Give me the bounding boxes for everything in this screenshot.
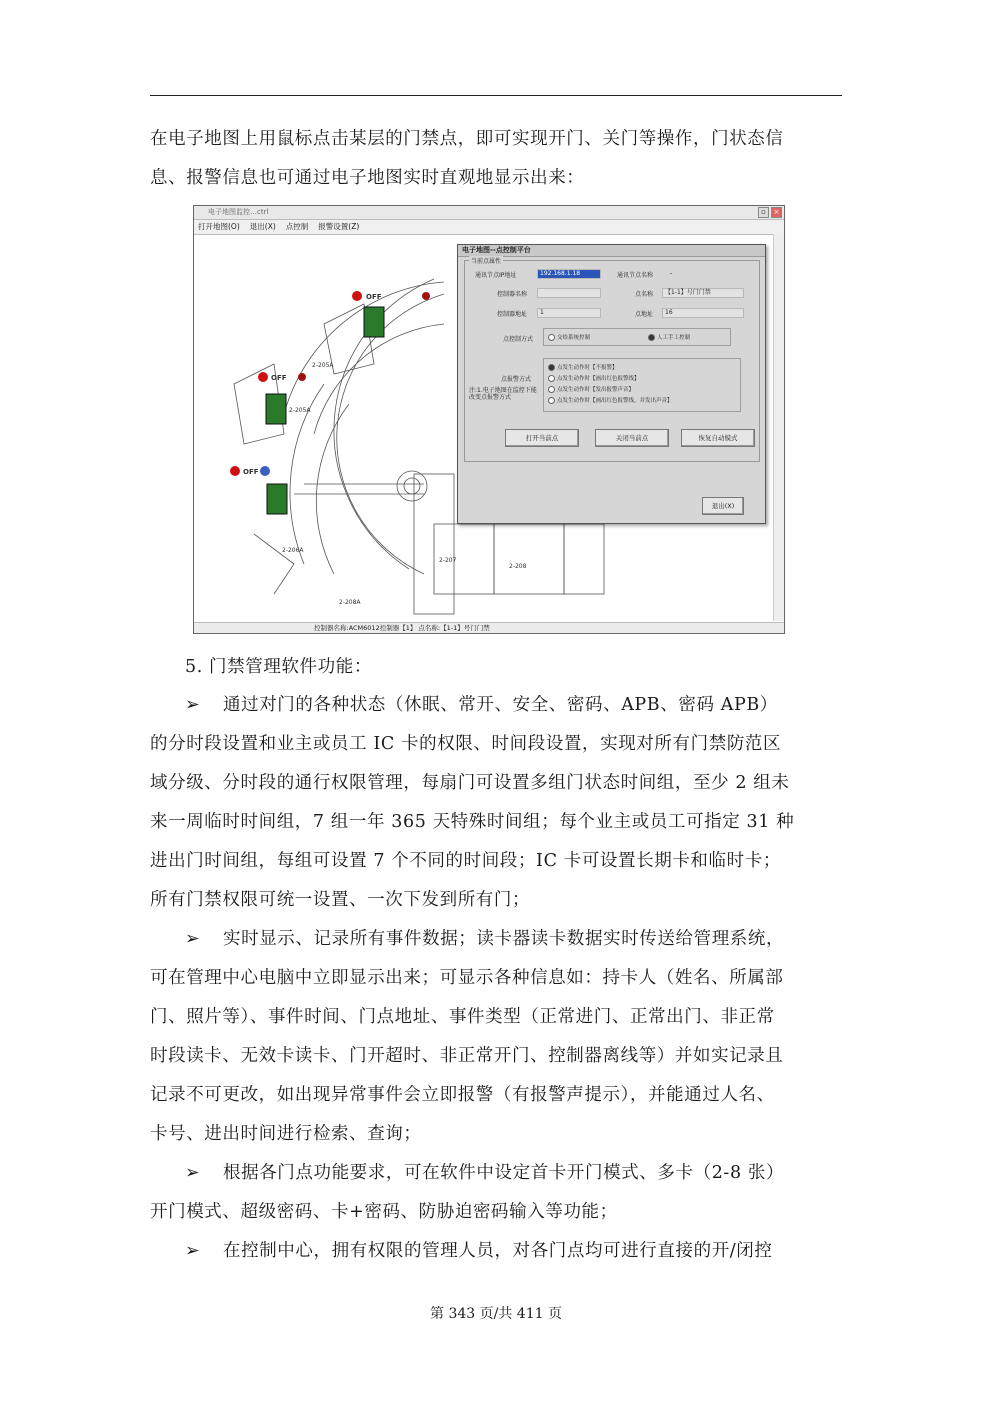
section-title: 5. 门禁管理软件功能： [185,657,372,677]
bullet-4-first: ➢ 在控制中心，拥有权限的管理人员，对各门点均可进行直接的开/闭控 [150,1232,842,1271]
wing-wall [254,534,294,594]
window-title: 电子地图监控…ctrl [194,206,784,220]
control-mode-box [543,328,731,346]
outer-arc-wall [337,294,444,574]
ring-lower-inner [316,404,349,574]
rotunda [397,471,427,501]
point-addr-label: 点地址 [635,311,654,318]
bullet-2-line: 可在管理中心电脑中立即显示出来；可显示各种信息如：持卡人（姓名、所属部 [150,968,784,988]
ring-inner [314,324,444,434]
alarm-light-icon-2 [258,372,268,382]
bullet-1-line: 来一周临时时间组，7 组一年 365 天特殊时间组；每个业主或员工可指定 31 种 [150,812,795,832]
control-mode-system[interactable]: 交给系统控制 [548,333,590,341]
map-scrollbar[interactable] [773,234,784,621]
room-label-4: 2-207 [439,557,457,564]
alarm-note: 注:1.电子地图在监控下能改变点报警方式 [469,387,537,401]
page-footer: 第 343 页/共 411 页 [430,1306,562,1322]
door-status-2: OFF [271,374,287,382]
menu-alarm-settings[interactable]: 报警设置(Z) [318,222,360,231]
room-label-6: 2-208A [339,599,361,606]
door-icon-1[interactable] [364,307,384,337]
door-status-1: OFF [366,293,382,301]
ctrl-addr-field[interactable]: 1 [537,308,601,318]
bullet-3-first: ➢ 根据各门点功能要求，可在软件中设定首卡开门模式、多卡（2-8 张） [150,1154,842,1193]
menu-point-control[interactable]: 点控制 [285,222,309,231]
room-2-208 [494,524,564,594]
alarm-light-icon-2b [298,373,306,381]
alarm-mode-1[interactable]: 点发生动作时【画出红色报警线】 [548,374,640,382]
window-controls [758,207,782,218]
dialog-title: 电子地图--点控制平台 [458,245,765,257]
bullet-symbol: ➢ [185,929,201,949]
restore-auto-button[interactable]: 恢复自动模式 [681,429,755,447]
door-status-3: OFF [243,468,259,476]
close-icon[interactable]: × [771,207,782,218]
rotunda-inner [404,478,420,494]
bullet-2-line: 记录不可更改，如出现异常事件会立即报警（有报警声提示），并能通过人名、 [150,1085,775,1105]
close-point-button[interactable]: 关闭当前点 [595,429,669,447]
open-point-button[interactable]: 打开当前点 [505,429,579,447]
menubar [194,220,784,235]
alarm-light-icon-1 [352,291,362,301]
comm-ip-field[interactable]: 192.168.1.18 [537,269,601,279]
point-addr-field[interactable]: 16 [662,308,744,318]
bullet-1-line: 的分时段设置和业主或员工 IC 卡的权限、时间段设置，实现对所有门禁防范区 [150,734,782,754]
bullet-symbol: ➢ [185,1163,201,1183]
point-control-dialog [457,244,766,524]
room-label-3: 2-206A [282,547,304,554]
alarm-light-icon-1b [422,292,430,300]
bullet-2-line: 门、照片等）、事件时间、门点地址、事件类型（正常进门、正常出门、非正常 [150,1007,775,1027]
point-name-field[interactable]: 【1-1】号门门禁 [662,288,744,298]
room-block-right [564,524,604,594]
emap-screenshot [193,205,785,634]
ring-outer [284,282,444,414]
bullet-2-line: 时段读卡、无效卡读卡、门开超时、非正常开门、控制器离线等）并如实记录且 [150,1046,784,1066]
bullet-1-line: 所有门禁权限可统一设置、一次下发到所有门； [150,890,531,910]
status-bar: 控制器名称:ACM6012控制器【1】 点名称:【1-1】号门门禁 [194,622,784,633]
door-icon-2[interactable] [266,394,286,424]
menu-exit[interactable]: 退出(X) [249,222,276,231]
point-properties-group [464,260,760,462]
dialog-exit-button[interactable]: 退出(X) [702,497,744,515]
bullet-1-line: 域分级、分时段的通行权限管理，每扇门可设置多组门状态时间组，至少 2 组未 [150,773,790,793]
comm-name-label: 通讯节点名称 [617,272,654,279]
ctrl-name-label: 控制器名称 [497,291,528,298]
header-rule [150,95,842,96]
group-title: 当前点属性 [471,258,502,265]
alarm-mode-2[interactable]: 点发生动作时【发出报警声音】 [548,385,634,393]
room-label-1: 2-205A [312,362,334,369]
bullet-1-line: 进出门时间组，每组可设置 7 个不同的时间段；IC 卡可设置长期卡和临时卡； [150,851,781,871]
intro-line-2: 息、报警信息也可通过电子地图实时直观地显示出来： [150,168,585,188]
comm-name-value: - [670,270,673,277]
alarm-mode-box [543,358,741,412]
alarm-mode-0[interactable]: 点发生动作时【不报警】 [548,363,618,371]
ctrl-name-field[interactable] [537,288,601,298]
alarm-light-icon-3b [260,466,270,476]
room-label-2: 2-205A [289,407,311,414]
alarm-mode-label: 点报警方式 [501,376,532,383]
room-label-5: 2-208 [509,563,527,570]
bullet-symbol: ➢ [185,1241,201,1261]
bullet-1-first: ➢ 通过对门的各种状态（休眠、常开、安全、密码、APB、密码 APB） [150,686,842,725]
point-name-label: 点名称 [635,291,654,298]
menu-open-map[interactable]: 打开地图(O) [198,222,240,231]
alarm-light-icon-3 [230,466,240,476]
bullet-2-first: ➢ 实时显示、记录所有事件数据；读卡器读卡数据实时传送给管理系统， [150,920,842,959]
control-mode-label: 点控制方式 [503,336,534,343]
comm-ip-label: 通讯节点IP地址 [475,272,517,279]
intro-line-1: 在电子地图上用鼠标点击某层的门禁点，即可实现开门、关门等操作，门状态信 [150,129,784,149]
control-mode-manual[interactable]: 人工手工控制 [648,333,690,341]
ctrl-addr-label: 控制器地址 [497,311,528,318]
bullet-symbol: ➢ [185,695,201,715]
bullet-3-line: 开门模式、超级密码、卡+密码、防胁迫密码输入等功能； [150,1202,618,1222]
door-icon-3[interactable] [267,484,287,514]
alarm-mode-3[interactable]: 点发生动作时【画出红色报警线，并发出声音】 [548,396,673,404]
bullet-2-line: 卡号、进出时间进行检索、查询； [150,1124,422,1144]
restore-icon[interactable]: ▫ [758,207,769,218]
